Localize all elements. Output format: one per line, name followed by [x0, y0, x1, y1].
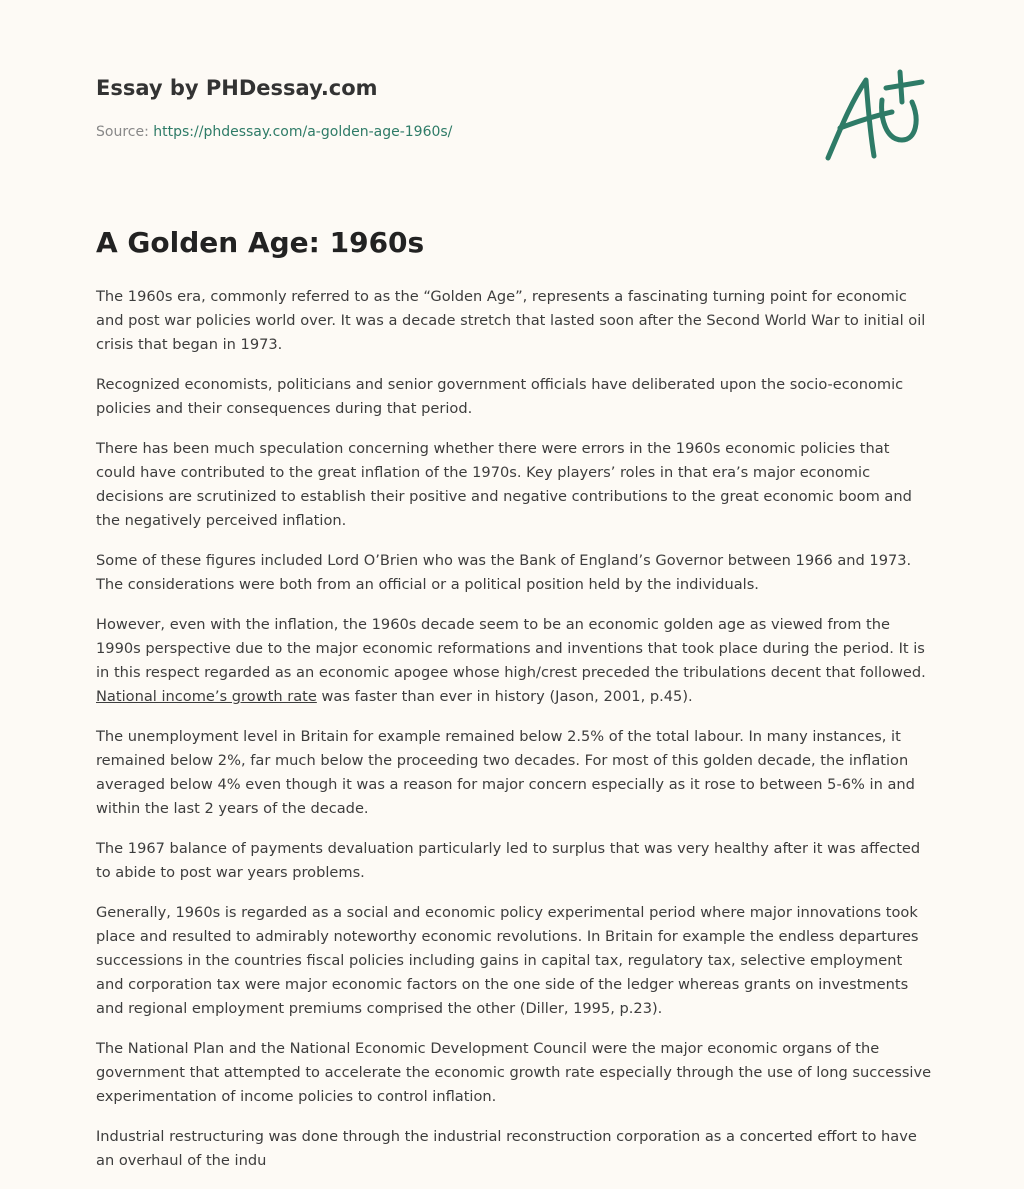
source-label: Source:	[96, 124, 149, 140]
growth-rate-link[interactable]: National income’s growth rate	[96, 688, 317, 705]
paragraph	[96, 613, 932, 709]
paragraph: The unemployment level in Britain for example remained below 2.5% of the total labour. In many instances, it remained below 2%, far much below the proceeding two decades. For most of this golden decade, the inflation averaged below 4% even though it was a reason for major concern especially as it rose to between 5-6% in and within the last 2 years of the decade.	[96, 728, 915, 817]
paragraph: There has been much speculation concerning whether there were errors in the 1960s economic policies that could have contributed to the great inflation of the 1970s. Key players’ roles in that era’s major economic decisions are scrutinized to establish their positive and negative contributions to the great economic boom and the negatively perceived inflation.	[96, 440, 912, 529]
paragraph: Industrial restructuring was done through the industrial reconstruction corporation as a concerted effort to have an overhaul of the indu	[96, 1128, 917, 1169]
paragraph: Generally, 1960s is regarded as a social and economic policy experimental period where major innovations took place and resulted to admirably noteworthy economic revolutions. In Britain for example the endless departures successions in the countries fiscal policies including gains in capital tax, regulatory tax, selective employment and corporation tax were major economic factors on the one side of the ledger whereas grants on investments and regional employment premiums comprised the other (Diller, 1995, p.23).	[96, 904, 919, 1017]
paragraph: The National Plan and the National Economic Development Council were the major economic organs of the government that attempted to accelerate the economic growth rate especially through the use of long successive experimentation of income policies to control inflation.	[96, 1040, 932, 1105]
essay-title: A Golden Age: 1960s	[96, 226, 425, 259]
source-link[interactable]: https://phdessay.com/a-golden-age-1960s/	[153, 124, 453, 140]
paragraph: Some of these figures included Lord O’Brien who was the Bank of England’s Governor between 1966 and 1973. The considerations were both from an official or a political position held by the individuals.	[96, 552, 912, 593]
source-line	[96, 124, 452, 140]
essay-body	[96, 285, 932, 1189]
paragraph: The 1967 balance of payments devaluation particularly led to surplus that was very healthy after it was affected to abide to post war years problems.	[96, 840, 921, 881]
paragraph-text: However, even with the inflation, the 1960s decade seem to be an economic golden age as viewed from the 1990s perspective due to the major economic reformations and inventions that took place during the period. It is in this respect regarded as an economic apogee whose high/crest preceded the tribulations decent that followed.	[96, 616, 926, 681]
site-brand: Essay by PHDessay.com	[96, 76, 378, 100]
paragraph: The 1960s era, commonly referred to as the “Golden Age”, represents a fascinating turning point for economic and post war policies world over. It was a decade stretch that lasted soon after the Second World War to initial oil crisis that began in 1973.	[96, 288, 926, 353]
a-plus-grade-icon	[822, 68, 926, 164]
paragraph-text: was faster than ever in history (Jason, 2001, p.45).	[316, 688, 693, 705]
paragraph: Recognized economists, politicians and senior government officials have deliberated upon the socio-economic policies and their consequences during that period.	[96, 376, 904, 417]
